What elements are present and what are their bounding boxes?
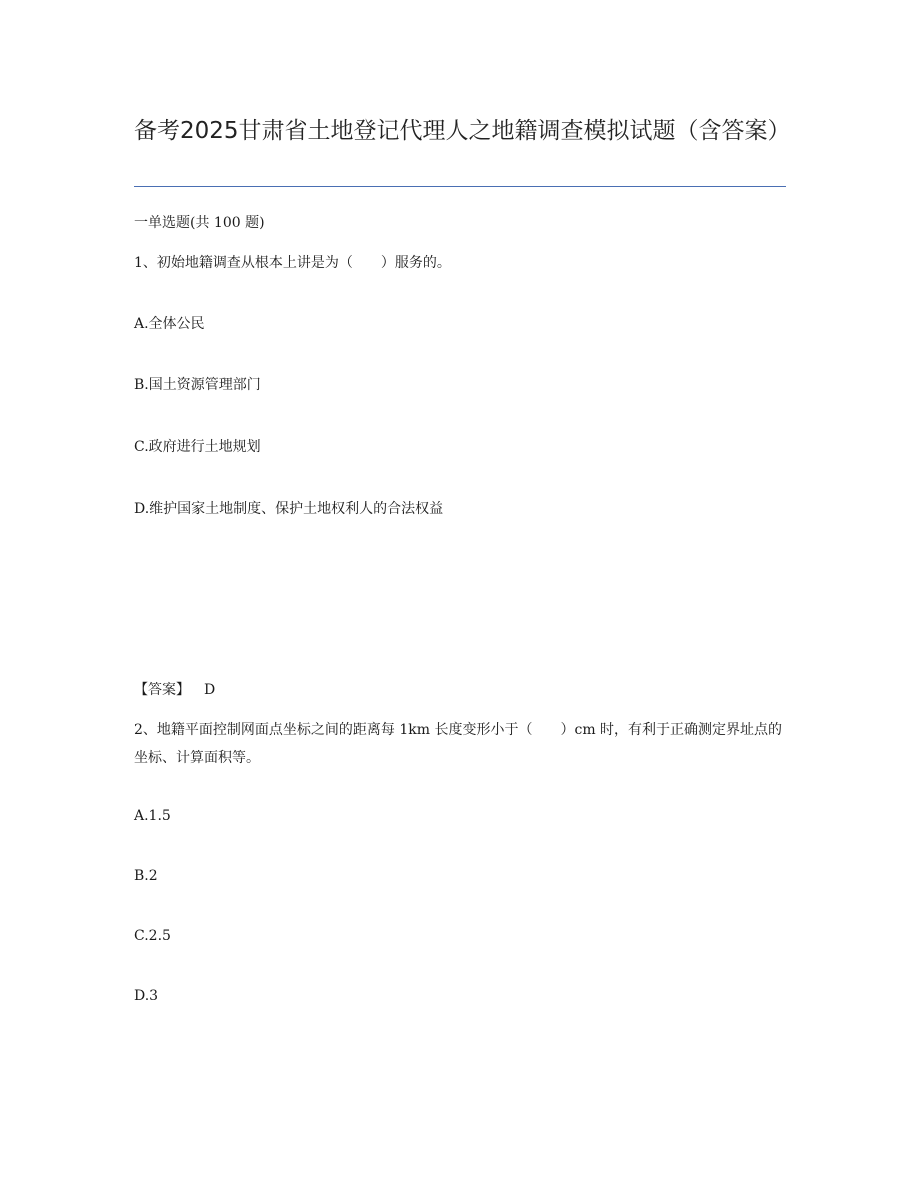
question-1-option-c: C.政府进行土地规划 [134, 439, 261, 455]
title-divider [134, 186, 786, 187]
question-2-stem: 2、地籍平面控制网面点坐标之间的距离每 1km 长度变形小于（ ）cm 时，有利于正确测定界址点的坐标、计算面积等。 [134, 722, 783, 766]
question-1-option-d: D.维护国家土地制度、保护土地权利人的合法权益 [134, 501, 444, 517]
question-1-option-a: A.全体公民 [134, 316, 205, 332]
question-1-stem: 1、初始地籍调查从根本上讲是为（ ）服务的。 [134, 255, 451, 271]
question-1-option-b: B.国土资源管理部门 [134, 377, 261, 393]
question-2-option-d: D.3 [134, 988, 159, 1004]
question-2-option-b: B.2 [134, 868, 158, 884]
question-2-option-c: C.2.5 [134, 928, 171, 944]
answer-value: D [204, 682, 216, 698]
question-2-option-a: A.1.5 [134, 808, 171, 824]
document-title: 备考2025甘肃省土地登记代理人之地籍调查模拟试题（含答案） [134, 118, 791, 144]
answer-label: 【答案】 [134, 682, 190, 698]
section-heading: 一单选题(共 100 题) [134, 215, 265, 231]
question-1-answer [134, 680, 215, 700]
